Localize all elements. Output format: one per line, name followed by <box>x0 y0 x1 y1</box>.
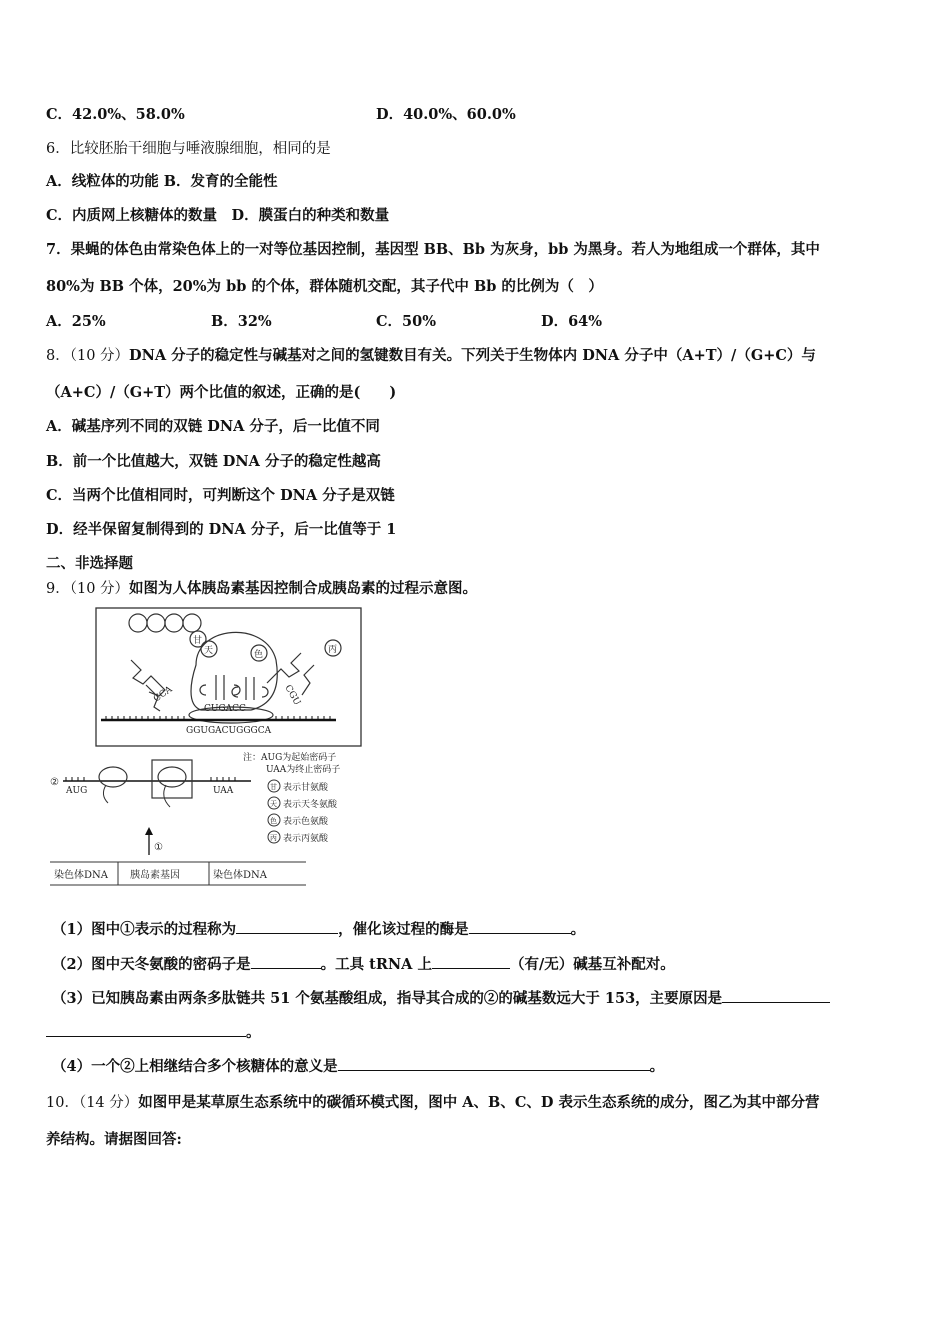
q7-stem-line2: 80%为 BB 个体，20%为 bb 的个体，群体随机交配，其子代中 Bb 的比例为（ ） <box>46 278 603 295</box>
answer-blank-2[interactable] <box>469 919 571 934</box>
answer-blank-4[interactable] <box>432 954 510 969</box>
q9-sub3: （3）已知胰岛素由两条多肽链共 51 个氨基酸组成，指导其合成的②的碱基数远大于 153，主要原因是 <box>52 987 830 1008</box>
ribosome-1-icon <box>99 767 127 787</box>
label-process-1: ① <box>154 842 163 853</box>
q5-option-d: D．40.0%、60.0% <box>376 106 516 123</box>
q9-sub2: （2）图中天冬氨酸的密码子是 。工具 tRNA 上 （有/无）碱基互补配对。 <box>52 956 675 973</box>
arrow-head <box>145 827 153 835</box>
answer-blank-7[interactable] <box>338 1056 650 1071</box>
legend-se-mark: 色 <box>270 817 277 825</box>
q7-option-b: B．32% <box>211 313 272 330</box>
label-mrna-2: ② <box>50 777 59 788</box>
legend-gan-mark: 甘 <box>270 783 277 791</box>
answer-blank-1[interactable] <box>236 919 338 934</box>
q9-sub4: （4）一个②上相继结合多个核糖体的意义是 。 <box>52 1058 665 1075</box>
section-title: 二、非选择题 <box>46 555 133 572</box>
legend-tian-mark: 天 <box>270 800 277 808</box>
q6-options-cd: C．内质网上核糖体的数量 D．膜蛋白的种类和数量 <box>46 207 390 224</box>
dna-segment-left: 染色体DNA <box>54 870 108 881</box>
anticodon-mid: CUGACC <box>204 704 246 714</box>
translation-diagram <box>46 605 376 890</box>
answer-blank-5[interactable] <box>722 988 830 1003</box>
legend-bing-mark: 丙 <box>270 834 277 842</box>
label-gan: 甘 <box>193 636 203 646</box>
start-codon: AUG <box>66 786 88 796</box>
q9-sub3-cont: 。 <box>46 1021 261 1042</box>
answer-blank-6[interactable] <box>46 1022 246 1037</box>
answer-blank-3[interactable] <box>251 954 321 969</box>
label-se: 色 <box>254 650 264 660</box>
q6-options-ab: A．线粒体的功能 B．发育的全能性 <box>46 173 278 190</box>
ribosome-large-subunit <box>191 632 277 710</box>
q7-stem-line1: 7．果蝇的体色由常染色体上的一对等位基因控制，基因型 BB、Bb 为灰身，bb 为黑身。若人为地组成一个群体，其中 <box>46 241 820 258</box>
label-bing: 丙 <box>328 645 338 655</box>
q5-option-c: C．42.0%、58.0% <box>46 106 185 123</box>
q10-number: 10．（14 分） <box>46 1095 139 1111</box>
q9-stem: 9．（10 分）如图为人体胰岛素基因控制合成胰岛素的过程示意图。 <box>46 580 478 597</box>
note-se: 表示色氨酸 <box>283 817 329 827</box>
peptide-2 <box>164 785 170 807</box>
q7-option-a: A．25% <box>46 313 106 330</box>
q9-number: 9．（10 分） <box>46 581 130 597</box>
stop-codon: UAA <box>213 786 234 796</box>
q8-stem-line2: （A+C）/（G+T）两个比值的叙述，正确的是( ) <box>46 384 397 401</box>
label-tian: 天 <box>204 646 214 656</box>
q8-option-a: A．碱基序列不同的双链 DNA 分子，后一比值不同 <box>46 418 380 435</box>
note-gan: 表示甘氨酸 <box>283 783 329 793</box>
q6-stem: 6．比较胚胎干细胞与唾液腺细胞，相同的是 <box>46 141 331 157</box>
dna-segment-right: 染色体DNA <box>213 870 267 881</box>
q7-option-c: C．50% <box>376 313 436 330</box>
ribosome-2-icon <box>158 767 186 787</box>
peptide-1 <box>103 785 108 803</box>
anticodon-right: CGU <box>282 683 302 708</box>
q8-option-b: B．前一个比值越大，双链 DNA 分子的稳定性越高 <box>46 453 381 470</box>
note-bing: 表示丙氨酸 <box>283 834 329 844</box>
q7-option-d: D．64% <box>541 313 603 330</box>
q8-option-c: C．当两个比值相同时，可判断这个 DNA 分子是双链 <box>46 487 395 504</box>
mrna-sequence: GGUGACUGGGCA <box>186 726 272 736</box>
q10-stem-line1: 10．（14 分）如图甲是某草原生态系统中的碳循环模式图，图中 A、B、C、D 表示生态系统的成分，图乙为其中部分营 <box>46 1094 820 1111</box>
q8-stem-line1: 8．（10 分）DNA 分子的稳定性与碱基对之间的氢键数目有关。下列关于生物体内 DNA 分子中（A+T）/（G+C）与 <box>46 347 816 364</box>
anticodon-left: CCA <box>151 684 175 705</box>
q9-sub1: （1）图中①表示的过程称为 ，催化该过程的酶是 。 <box>52 921 586 938</box>
note-tian: 表示天冬氨酸 <box>283 800 338 810</box>
note-start-codon: 注：AUG为起始密码子 <box>243 753 337 763</box>
q8-option-d: D．经半保留复制得到的 DNA 分子，后一比值等于 1 <box>46 521 397 538</box>
q8-number: 8．（10 分） <box>46 348 130 364</box>
q10-stem-line2: 养结构。请据图回答: <box>46 1131 182 1148</box>
note-stop-codon: UAA为终止密码子 <box>266 765 341 775</box>
dna-segment-gene: 胰岛素基因 <box>130 870 180 881</box>
